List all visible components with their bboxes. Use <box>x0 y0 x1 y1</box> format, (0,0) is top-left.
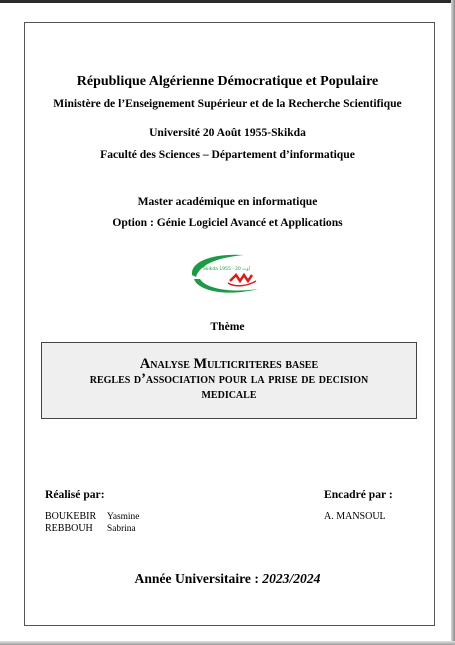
academic-year-value: 2023/2024 <box>262 571 321 586</box>
theme-label: Thème <box>210 320 245 333</box>
author-1-first-name: Yasmine <box>107 512 140 522</box>
faculty-department: Faculté des Sciences – Département d’informatique <box>100 148 355 161</box>
author-2 <box>45 523 136 534</box>
theme-title-line-1: Analyse Multicriteres basee <box>139 356 319 372</box>
realise-par-label: Réalisé par: <box>45 488 105 501</box>
master-program: Master académique en informatique <box>137 195 318 208</box>
author-2-last-name: REBBOUH <box>45 523 93 534</box>
author-2-first-name: Sabrina <box>107 524 136 534</box>
page-edge-top <box>0 0 455 3</box>
author-1 <box>45 511 139 522</box>
academic-year-label: Année Universitaire : <box>134 571 263 586</box>
university-name: Université 20 Août 1955-Skikda <box>149 126 306 139</box>
program-option: Option : Génie Logiciel Avancé et Applications <box>112 216 343 229</box>
ministry-title: Ministère de l’Enseignement Supérieur et de la Recherche Scientifique <box>53 97 402 110</box>
encadre-par-label: Encadré par : <box>324 488 393 501</box>
theme-title-box <box>41 342 417 419</box>
academic-year <box>0 571 455 587</box>
theme-title-line-2: regles d’association pour la prise de decision <box>89 371 369 387</box>
supervisor-name: A. MANSOUL <box>324 511 386 522</box>
page-edge-bottom <box>0 641 455 645</box>
republic-title: République Algérienne Démocratique et Populaire <box>76 74 379 89</box>
theme-title-line-3: medicale <box>201 386 257 402</box>
author-1-last-name: BOUKEBIR <box>45 511 97 522</box>
logo-text: Skikda 1955 · 20 أوت <box>203 267 250 272</box>
university-logo <box>186 251 268 297</box>
